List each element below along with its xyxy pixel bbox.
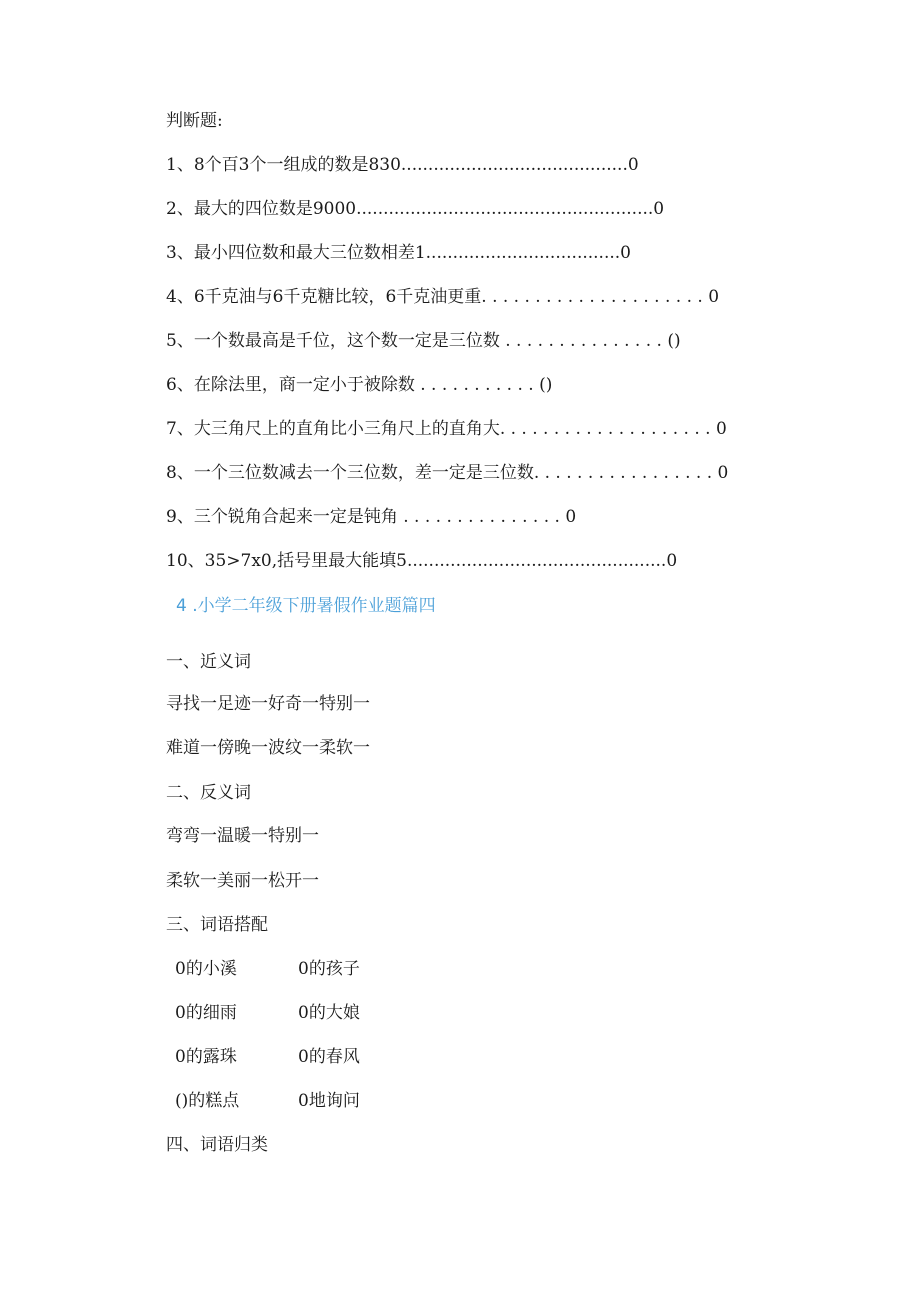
judgement-item-10: 10、35>7x0,括号里最大能填5................................................0 [166,551,678,571]
antonyms-line-1: 弯弯一温暖一特别一 [166,826,319,846]
collocation-title: 三、词语搭配 [166,915,268,935]
judgement-item-8: 8、一个三位数减去一个三位数，差一定是三位数. . . . . . . . . . . . . . . . . 0 [166,463,729,483]
judgement-item-3: 3、最小四位数和最大三位数相差1....................................0 [166,243,631,263]
judgement-title: 判断题: [166,111,223,131]
collocation-right-4: 0地询问 [298,1091,360,1111]
judgement-item-7: 7、大三角尺上的直角比小三角尺上的直角大. . . . . . . . . . . . . . . . . . . . 0 [166,419,727,439]
section-heading: 4 .小学二年级下册暑假作业题篇四 [176,596,436,616]
collocation-left-4: ()的糕点 [175,1091,240,1111]
judgement-item-6: 6、在除法里，商一定小于被除数 . . . . . . . . . . . () [166,375,553,395]
collocation-left-2: 0的细雨 [175,1003,237,1023]
antonyms-line-2: 柔软一美丽一松开一 [166,871,319,891]
judgement-item-4: 4、6千克油与6千克糖比较，6千克油更重. . . . . . . . . . . . . . . . . . . . . 0 [166,287,720,307]
judgement-item-2: 2、最大的四位数是9000.......................................................0 [166,199,665,219]
classify-title: 四、词语归类 [166,1135,268,1155]
collocation-right-3: 0的春风 [298,1047,360,1067]
judgement-item-5: 5、一个数最高是千位，这个数一定是三位数 . . . . . . . . . . . . . . . () [166,331,681,351]
judgement-item-1: 1、8个百3个一组成的数是830..........................................0 [166,155,639,175]
collocation-right-2: 0的大娘 [298,1003,360,1023]
collocation-left-1: 0的小溪 [175,959,237,979]
synonyms-line-1: 寻找一足迹一好奇一特别一 [166,694,370,714]
collocation-right-1: 0的孩子 [298,959,360,979]
synonyms-title: 一、近义词 [166,652,251,672]
collocation-left-3: 0的露珠 [175,1047,237,1067]
judgement-item-9: 9、三个锐角合起来一定是钝角 . . . . . . . . . . . . . . . 0 [166,507,577,527]
synonyms-line-2: 难道一傍晚一波纹一柔软一 [166,738,370,758]
antonyms-title: 二、反义词 [166,783,251,803]
